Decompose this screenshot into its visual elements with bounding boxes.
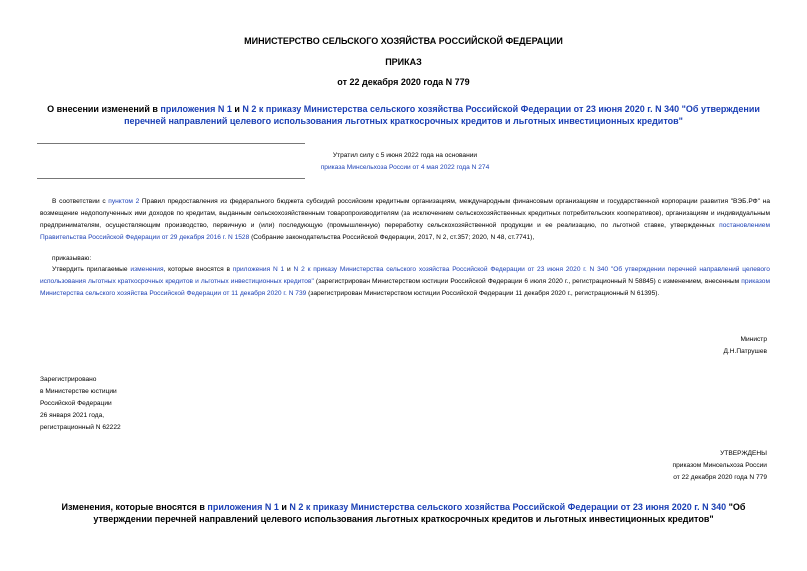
title-link-appendix-1[interactable]: приложения N 1 bbox=[160, 104, 232, 114]
changes-link-appendix-1[interactable]: приложения N 1 bbox=[207, 502, 279, 512]
status-bottom-rule bbox=[37, 178, 305, 179]
status-line-1: Утратил силу с 5 июня 2022 года на основании bbox=[332, 152, 478, 159]
approved-line: приказом Минсельхоза России bbox=[672, 462, 767, 469]
approved-block bbox=[673, 448, 767, 484]
title-and: и bbox=[231, 104, 243, 114]
preamble-text-1: В соответствии с bbox=[52, 198, 109, 205]
title-line-2[interactable]: перечней направлений целевого использования льготных краткосрочных кредитов и льготных инвестиционных кредитов" bbox=[124, 116, 683, 126]
order-text-2: , которые вносятся в bbox=[163, 266, 233, 273]
order-text-4: (зарегистрирован Министерством юстиции Российской Федерации 6 июля 2020 г., регистрационный N 58845) с изменением, внесенным bbox=[313, 278, 742, 285]
title-prefix: О внесении изменений в bbox=[47, 104, 161, 114]
order-text-1: Утвердить прилагаемые bbox=[52, 266, 131, 273]
registration-line: Зарегистрировано bbox=[40, 376, 97, 383]
order-paragraph bbox=[40, 264, 770, 300]
order-link-order-340[interactable]: N 2 к приказу Министерства сельского хозяйства Российской Федерации от 23 июня 2020 г. N 340 "Об утверждении перечней направлений целевого использования льготных краткосрочных кредитов и льготных инвестиционных кредитов" bbox=[40, 266, 770, 285]
registration-line: 26 января 2021 года, bbox=[40, 412, 105, 419]
changes-title-line-2: утверждении перечней направлений целевого использования льготных краткосрочных кредитов и льготных инвестиционных кредитов" bbox=[93, 514, 714, 524]
approved-line: УТВЕРЖДЕНЫ bbox=[720, 450, 767, 457]
signature-role: Министр bbox=[740, 336, 767, 343]
status-link-repeal-order[interactable]: приказа Минсельхоза России от 4 мая 2022 года N 274 bbox=[320, 164, 490, 171]
title-line-1 bbox=[0, 103, 807, 115]
changes-title-and: и bbox=[278, 502, 290, 512]
preamble-link-point-2[interactable]: пунктом 2 bbox=[108, 198, 140, 205]
changes-title-line-1 bbox=[0, 501, 807, 513]
signature-name: Д.Н.Патрушев bbox=[723, 348, 767, 355]
document-date-number: от 22 декабря 2020 года N 779 bbox=[337, 77, 470, 87]
status-top-rule bbox=[37, 143, 305, 144]
preamble-paragraph bbox=[40, 196, 770, 244]
registration-line: Российской Федерации bbox=[40, 400, 112, 407]
order-link-order-739[interactable]: приказом Министерства сельского хозяйства Российской Федерации от 11 декабря 2020 г. N 739 bbox=[40, 278, 770, 297]
registration-line: в Министерстве юстиции bbox=[40, 388, 117, 395]
order-word: приказываю: bbox=[52, 255, 92, 262]
preamble-text-3: (Собрание законодательства Российской Федерации, 2017, N 2, ст.357; 2020, N 48, ст.7741), bbox=[249, 234, 535, 241]
order-text-5: (зарегистрирован Министерством юстиции Российской Федерации 11 декабря 2020 г., регистрационный N 61395). bbox=[306, 290, 660, 297]
order-link-appendix-1[interactable]: приложения N 1 bbox=[232, 266, 285, 273]
changes-link-order-340[interactable]: N 2 к приказу Министерства сельского хозяйства Российской Федерации от 23 июня 2020 г. N 340 bbox=[289, 502, 727, 512]
changes-title-prefix: Изменения, которые вносятся в bbox=[61, 502, 208, 512]
ministry-heading: МИНИСТЕРСТВО СЕЛЬСКОГО ХОЗЯЙСТВА РОССИЙСКОЙ ФЕДЕРАЦИИ bbox=[244, 36, 563, 46]
signature-block bbox=[723, 334, 767, 358]
registration-line: регистрационный N 62222 bbox=[40, 424, 121, 431]
registration-block bbox=[40, 374, 121, 434]
preamble-link-resolution-1528[interactable]: постановлением Правительства Российской Федерации от 29 декабря 2016 г. N 1528 bbox=[40, 222, 770, 241]
title-link-order-340[interactable]: N 2 к приказу Министерства сельского хозяйства Российской Федерации от 23 июня 2020 г. N 340 "Об утверждении bbox=[242, 104, 760, 114]
approved-line: от 22 декабря 2020 года N 779 bbox=[673, 474, 767, 481]
changes-title-suffix: "Об bbox=[726, 502, 746, 512]
status-note bbox=[270, 150, 540, 174]
document-type: ПРИКАЗ bbox=[385, 57, 422, 67]
changes-title bbox=[0, 501, 807, 525]
preamble-text-2: Правил предоставления из федерального бюджета субсидий российским кредитным организациям, международным финансовым организациям и государственной корпорации развития "ВЭБ.РФ" на возмещение недополученных ими доходов по кредитам, выданным сельскохозяйственным товаропроизводителям (за исключением сельскохозяйственных кредитных потребительских кооперативов), организациям и индивидуальным предпринимателям, осуществляющим производство, первичную и (или) последующую (промышленную) переработку сельскохозяйственной продукции и ее реализацию, по льготной ставке, утвержденных bbox=[40, 198, 770, 229]
order-text-3: и bbox=[284, 266, 294, 273]
document-title bbox=[0, 103, 807, 127]
order-link-changes[interactable]: изменения bbox=[130, 266, 164, 273]
